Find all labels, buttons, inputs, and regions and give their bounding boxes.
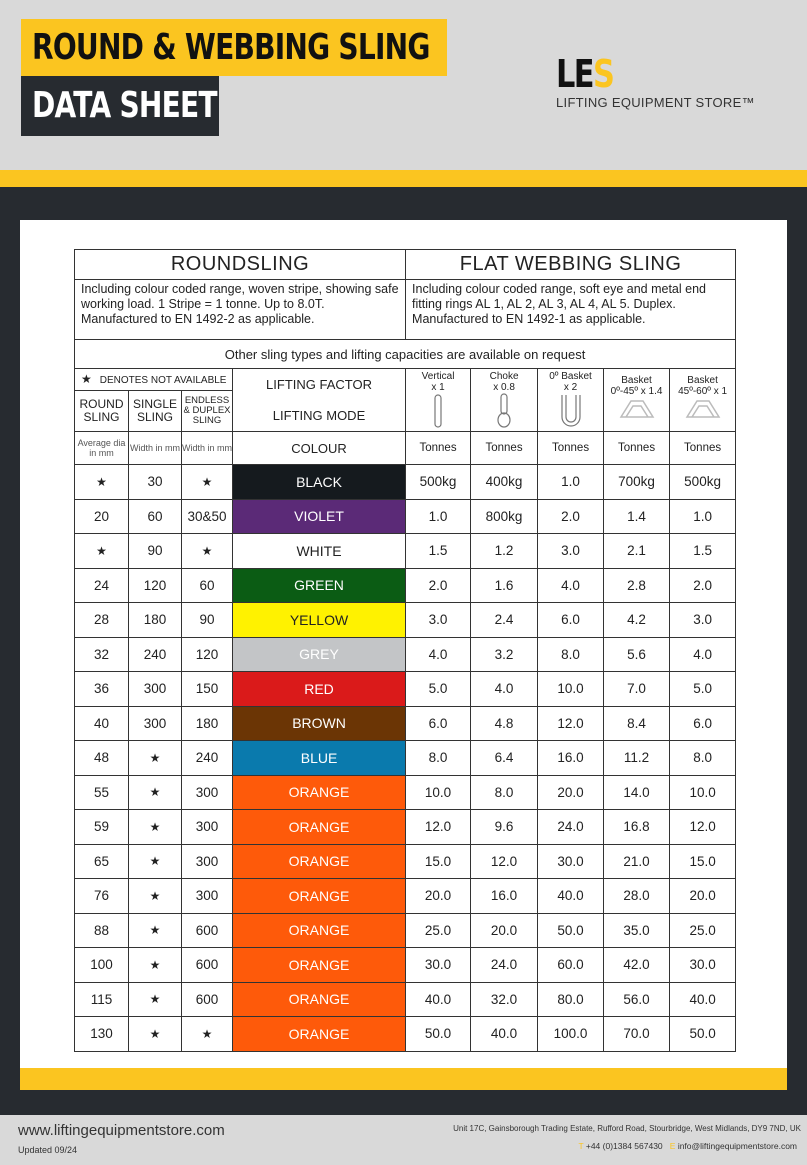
table-row [75, 1017, 736, 1052]
value-cell: 6.4 [471, 741, 538, 776]
colour-cell: YELLOW [233, 603, 406, 638]
value-cell: 28 [75, 603, 129, 638]
colour-cell: ORANGE [233, 913, 406, 948]
mode-basket-45-60: Basket 45º-60º x 1 [670, 369, 736, 432]
colour-cell: GREY [233, 637, 406, 672]
basket-angle-icon [617, 397, 657, 425]
star-icon: ★ [129, 879, 182, 914]
colour-cell: WHITE [233, 534, 406, 569]
table-row [75, 844, 736, 879]
star-icon: ★ [129, 1017, 182, 1052]
table-row [75, 534, 736, 569]
value-cell: 8.0 [670, 741, 736, 776]
data-panel [20, 220, 787, 1068]
value-cell: 40 [75, 706, 129, 741]
value-cell: 1.5 [670, 534, 736, 569]
value-cell: 2.0 [406, 568, 471, 603]
value-cell: 2.0 [670, 568, 736, 603]
unit-cell: Tonnes [406, 432, 471, 465]
value-cell: 400kg [471, 465, 538, 500]
star-icon: ★ [75, 465, 129, 500]
value-cell: 1.0 [670, 499, 736, 534]
value-cell: 30&50 [182, 499, 233, 534]
star-icon: ★ [129, 844, 182, 879]
value-cell: 300 [129, 706, 182, 741]
value-cell: 56.0 [604, 982, 670, 1017]
value-cell: 180 [182, 706, 233, 741]
value-cell: 12.0 [471, 844, 538, 879]
value-cell: 300 [182, 879, 233, 914]
table-row [75, 741, 736, 776]
value-cell: 6.0 [406, 706, 471, 741]
value-cell: 4.0 [670, 637, 736, 672]
value-cell: 36 [75, 672, 129, 707]
value-cell: 40.0 [538, 879, 604, 914]
value-cell: 6.0 [538, 603, 604, 638]
colour-cell: BLUE [233, 741, 406, 776]
unit-cell: Average dia in mm [75, 432, 129, 465]
value-cell: 30 [129, 465, 182, 500]
value-cell: 130 [75, 1017, 129, 1052]
star-icon: ★ [129, 810, 182, 845]
colour-cell: ORANGE [233, 1017, 406, 1052]
value-cell: 10.0 [538, 672, 604, 707]
col-round-sling: ROUND SLING [75, 391, 129, 432]
value-cell: 25.0 [406, 913, 471, 948]
value-cell: 1.6 [471, 568, 538, 603]
colour-cell: ORANGE [233, 844, 406, 879]
value-cell: 20.0 [406, 879, 471, 914]
value-cell: 50.0 [670, 1017, 736, 1052]
phone[interactable]: +44 (0)1384 567430 [585, 1141, 663, 1151]
value-cell: 6.0 [670, 706, 736, 741]
value-cell: 59 [75, 810, 129, 845]
value-cell: 10.0 [406, 775, 471, 810]
value-cell: 60.0 [538, 948, 604, 983]
colour-cell: ORANGE [233, 879, 406, 914]
yellow-band [0, 170, 807, 187]
value-cell: 8.4 [604, 706, 670, 741]
value-cell: 12.0 [406, 810, 471, 845]
colour-cell: ORANGE [233, 982, 406, 1017]
colour-cell: GREEN [233, 568, 406, 603]
value-cell: 48 [75, 741, 129, 776]
col-endless-sling: ENDLESS & DUPLEX SLING [182, 391, 233, 432]
footer [0, 1115, 807, 1165]
star-icon: ★ [129, 775, 182, 810]
value-cell: 60 [129, 499, 182, 534]
value-cell: 700kg [604, 465, 670, 500]
colour-cell: ORANGE [233, 948, 406, 983]
value-cell: 28.0 [604, 879, 670, 914]
value-cell: 4.0 [471, 672, 538, 707]
star-icon: ★ [81, 371, 92, 386]
value-cell: 50.0 [406, 1017, 471, 1052]
value-cell: 65 [75, 844, 129, 879]
star-icon: ★ [182, 1017, 233, 1052]
value-cell: 42.0 [604, 948, 670, 983]
value-cell: 5.6 [604, 637, 670, 672]
value-cell: 1.2 [471, 534, 538, 569]
value-cell: 100.0 [538, 1017, 604, 1052]
value-cell: 15.0 [406, 844, 471, 879]
table-row [75, 913, 736, 948]
unit-cell: Tonnes [471, 432, 538, 465]
value-cell: 240 [129, 637, 182, 672]
value-cell: 115 [75, 982, 129, 1017]
updated-date: Updated 09/24 [18, 1145, 78, 1155]
star-icon: ★ [129, 741, 182, 776]
table-row [75, 465, 736, 500]
value-cell: 3.0 [670, 603, 736, 638]
value-cell: 40.0 [670, 982, 736, 1017]
star-icon: ★ [129, 948, 182, 983]
value-cell: 7.0 [604, 672, 670, 707]
value-cell: 14.0 [604, 775, 670, 810]
basket-angle-icon [683, 397, 723, 425]
mode-basket: 0º Basket x 2 [538, 369, 604, 432]
value-cell: 1.5 [406, 534, 471, 569]
value-cell: 2.8 [604, 568, 670, 603]
value-cell: 3.0 [406, 603, 471, 638]
value-cell: 16.0 [471, 879, 538, 914]
lifting-factor-mode-cell: LIFTING FACTOR LIFTING MODE [233, 369, 406, 432]
value-cell: 120 [129, 568, 182, 603]
table-row [75, 568, 736, 603]
value-cell: 88 [75, 913, 129, 948]
unit-cell: Width in mm [129, 432, 182, 465]
star-icon: ★ [129, 913, 182, 948]
value-cell: 300 [182, 844, 233, 879]
colour-cell: ORANGE [233, 775, 406, 810]
website-link[interactable]: www.liftingequipmentstore.com [18, 1122, 225, 1139]
value-cell: 3.2 [471, 637, 538, 672]
address: Unit 17C, Gainsborough Trading Estate, Rufford Road, Stourbridge, West Midlands, DY9 7ND, UK [453, 1124, 801, 1133]
webbing-title: FLAT WEBBING SLING [406, 250, 736, 280]
value-cell: 32 [75, 637, 129, 672]
value-cell: 300 [182, 775, 233, 810]
value-cell: 300 [182, 810, 233, 845]
value-cell: 20.0 [538, 775, 604, 810]
value-cell: 76 [75, 879, 129, 914]
value-cell: 120 [182, 637, 233, 672]
table-row [75, 637, 736, 672]
roundsling-title: ROUNDSLING [75, 250, 406, 280]
colour-cell: ORANGE [233, 810, 406, 845]
email[interactable]: info@liftingequipmentstore.com [677, 1141, 797, 1151]
value-cell: 40.0 [406, 982, 471, 1017]
value-cell: 2.1 [604, 534, 670, 569]
table-row [75, 810, 736, 845]
value-cell: 25.0 [670, 913, 736, 948]
col-single-sling: SINGLE SLING [129, 391, 182, 432]
title-line2: DATA SHEET [21, 76, 219, 136]
value-cell: 2.4 [471, 603, 538, 638]
colour-header: COLOUR [233, 432, 406, 465]
value-cell: 2.0 [538, 499, 604, 534]
value-cell: 100 [75, 948, 129, 983]
value-cell: 16.0 [538, 741, 604, 776]
value-cell: 50.0 [538, 913, 604, 948]
star-icon: ★ [182, 465, 233, 500]
value-cell: 8.0 [538, 637, 604, 672]
value-cell: 55 [75, 775, 129, 810]
value-cell: 21.0 [604, 844, 670, 879]
choke-sling-icon [494, 393, 514, 429]
colour-cell: RED [233, 672, 406, 707]
value-cell: 500kg [670, 465, 736, 500]
value-cell: 600 [182, 982, 233, 1017]
value-cell: 10.0 [670, 775, 736, 810]
value-cell: 800kg [471, 499, 538, 534]
value-cell: 20.0 [670, 879, 736, 914]
value-cell: 1.0 [406, 499, 471, 534]
value-cell: 9.6 [471, 810, 538, 845]
unit-cell: Tonnes [538, 432, 604, 465]
value-cell: 70.0 [604, 1017, 670, 1052]
other-types-note: Other sling types and lifting capacities are available on request [75, 340, 736, 369]
value-cell: 4.2 [604, 603, 670, 638]
value-cell: 30.0 [406, 948, 471, 983]
value-cell: 16.8 [604, 810, 670, 845]
star-icon: ★ [182, 534, 233, 569]
value-cell: 24.0 [538, 810, 604, 845]
star-icon: ★ [75, 534, 129, 569]
title-line1: ROUND & WEBBING SLING [21, 19, 447, 76]
mode-choke: Choke x 0.8 [471, 369, 538, 432]
basket-sling-icon [558, 393, 584, 429]
value-cell: 80.0 [538, 982, 604, 1017]
value-cell: 5.0 [670, 672, 736, 707]
roundsling-desc: Including colour coded range, woven stripe, showing safe working load. 1 Stripe = 1 tonne. Up to 8.0T. Manufactured to EN 1492-2 as applicable. [75, 280, 406, 340]
value-cell: 1.4 [604, 499, 670, 534]
colour-cell: VIOLET [233, 499, 406, 534]
webbing-desc: Including colour coded range, soft eye and metal end fitting rings AL 1, AL 2, AL 3, AL 4, AL 5. Duplex. Manufactured to EN 1492-1 as applicable. [406, 280, 736, 340]
value-cell: 24.0 [471, 948, 538, 983]
legend: ★ DENOTES NOT AVAILABLE [75, 369, 233, 391]
sling-data-table [74, 249, 736, 1052]
value-cell: 600 [182, 948, 233, 983]
value-cell: 30.0 [538, 844, 604, 879]
table-row [75, 775, 736, 810]
mode-vertical: Vertical x 1 [406, 369, 471, 432]
value-cell: 5.0 [406, 672, 471, 707]
value-cell: 90 [182, 603, 233, 638]
value-cell: 32.0 [471, 982, 538, 1017]
table-row [75, 499, 736, 534]
yellow-bar [20, 1068, 787, 1090]
value-cell: 35.0 [604, 913, 670, 948]
value-cell: 500kg [406, 465, 471, 500]
table-row [75, 672, 736, 707]
star-icon: ★ [129, 982, 182, 1017]
value-cell: 8.0 [471, 775, 538, 810]
unit-cell: Tonnes [604, 432, 670, 465]
value-cell: 60 [182, 568, 233, 603]
value-cell: 24 [75, 568, 129, 603]
value-cell: 4.0 [406, 637, 471, 672]
value-cell: 8.0 [406, 741, 471, 776]
value-cell: 240 [182, 741, 233, 776]
value-cell: 12.0 [670, 810, 736, 845]
unit-cell: Tonnes [670, 432, 736, 465]
unit-cell: Width in mm [182, 432, 233, 465]
value-cell: 12.0 [538, 706, 604, 741]
value-cell: 150 [182, 672, 233, 707]
value-cell: 4.8 [471, 706, 538, 741]
contact: T +44 (0)1384 567430 E info@liftingequipmentstore.com [578, 1141, 797, 1151]
value-cell: 4.0 [538, 568, 604, 603]
mode-basket-0-45: Basket 0º-45º x 1.4 [604, 369, 670, 432]
value-cell: 1.0 [538, 465, 604, 500]
value-cell: 180 [129, 603, 182, 638]
logo: LES LIFTING EQUIPMENT STORE™ [556, 52, 755, 110]
value-cell: 600 [182, 913, 233, 948]
value-cell: 300 [129, 672, 182, 707]
table-row [75, 948, 736, 983]
table-row [75, 706, 736, 741]
value-cell: 30.0 [670, 948, 736, 983]
table-row [75, 603, 736, 638]
value-cell: 15.0 [670, 844, 736, 879]
value-cell: 90 [129, 534, 182, 569]
value-cell: 11.2 [604, 741, 670, 776]
value-cell: 20 [75, 499, 129, 534]
colour-cell: BLACK [233, 465, 406, 500]
colour-cell: BROWN [233, 706, 406, 741]
table-row [75, 982, 736, 1017]
value-cell: 3.0 [538, 534, 604, 569]
vertical-sling-icon [431, 393, 445, 429]
table-row [75, 879, 736, 914]
value-cell: 40.0 [471, 1017, 538, 1052]
value-cell: 20.0 [471, 913, 538, 948]
